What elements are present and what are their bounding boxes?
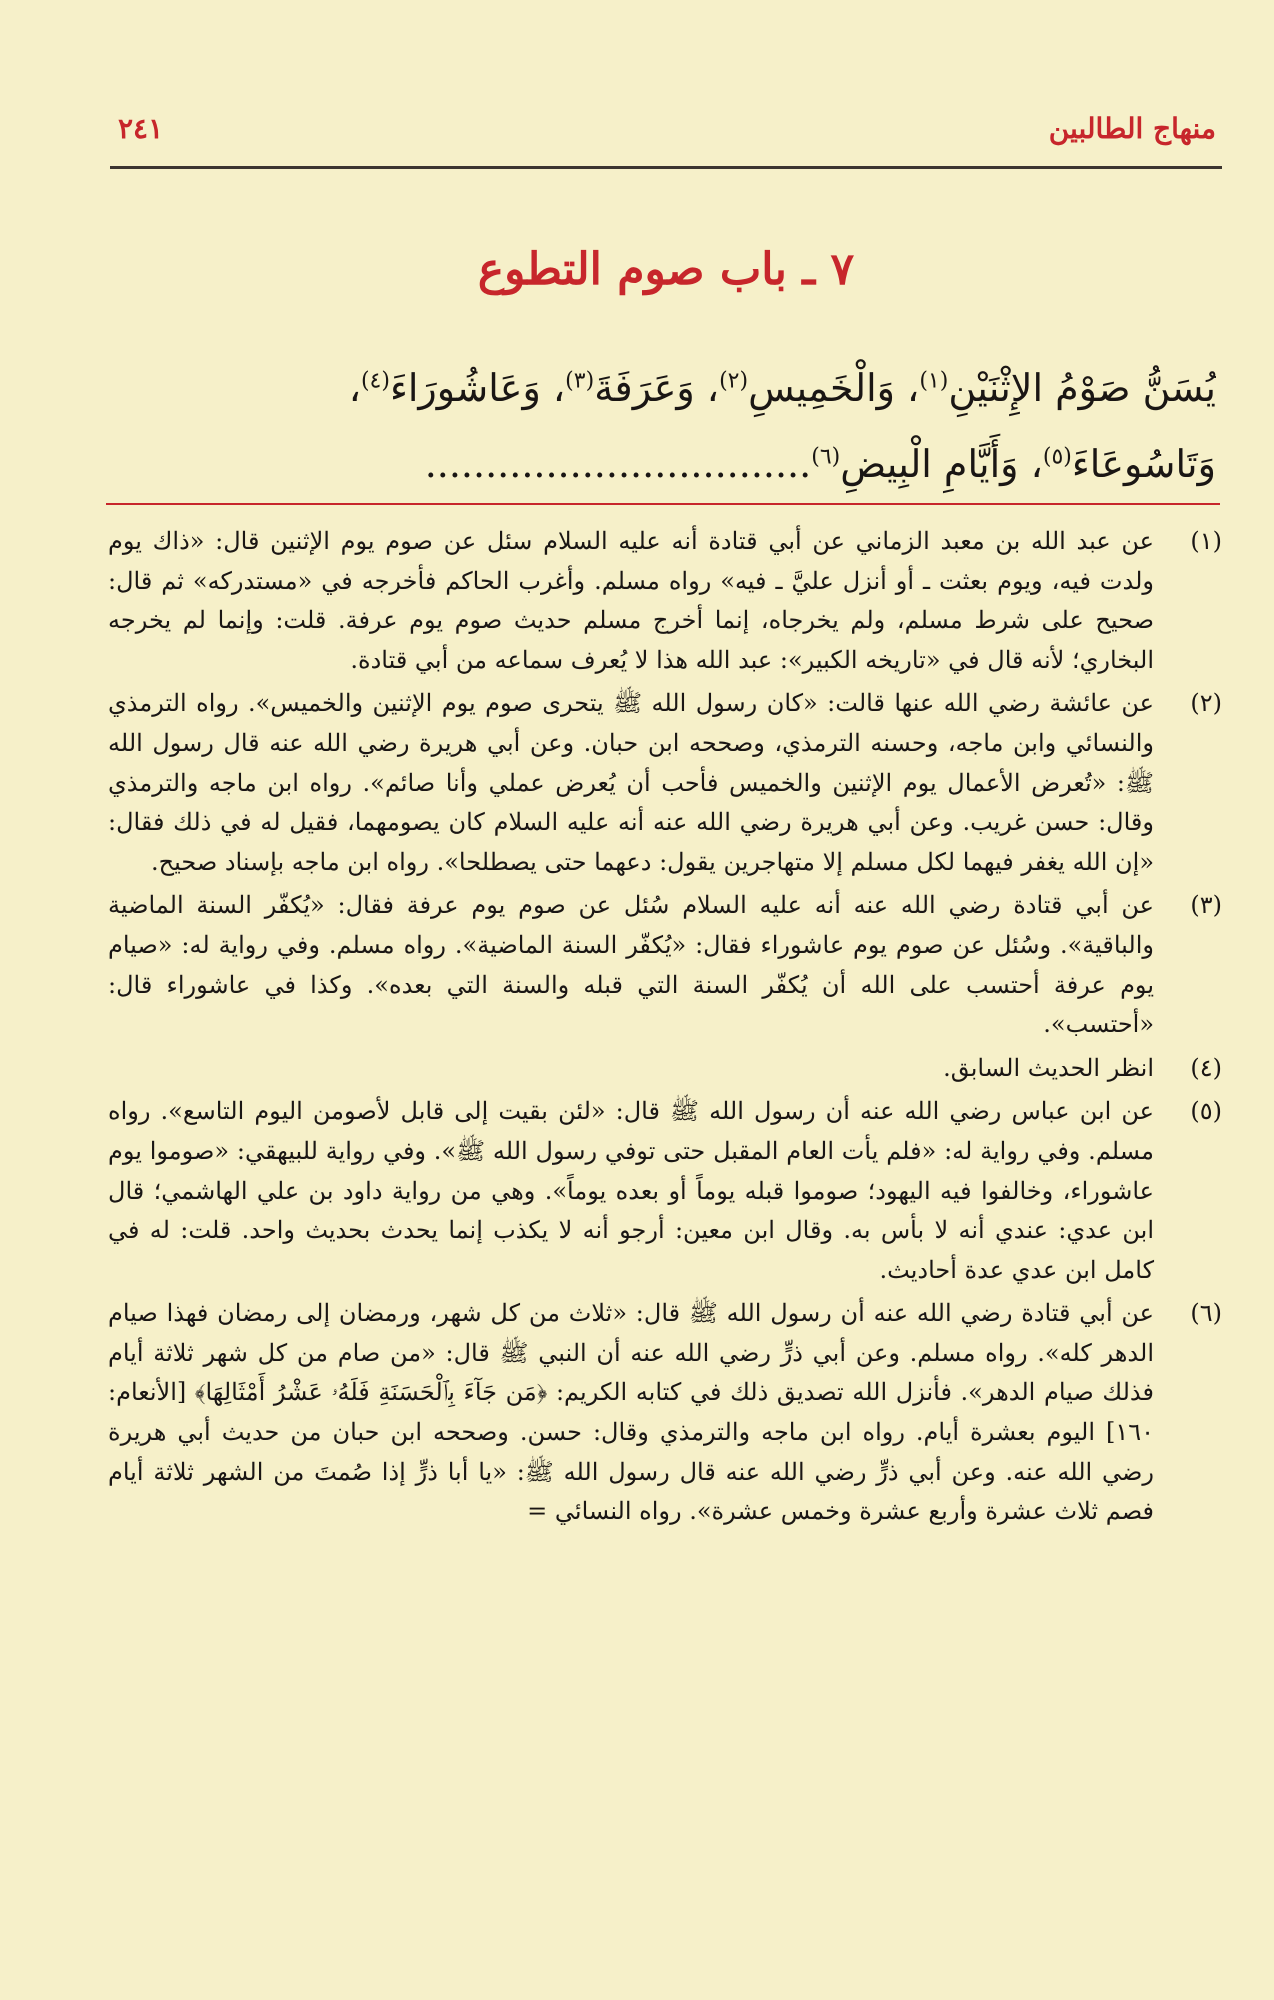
footnote-ref: (٣) [565, 368, 595, 394]
matn-segment: ، وَالْخَمِيسِ [748, 366, 920, 410]
footnote-number: (٢) [1190, 689, 1222, 718]
footnote-number: (٣) [1190, 891, 1222, 920]
footnote-number: (٦) [1190, 1299, 1222, 1328]
footnote [108, 522, 1222, 680]
page-header [118, 108, 1216, 168]
footnote-number: (١) [1190, 527, 1222, 555]
chapter-title: ٧ ـ باب صوم التطوع [477, 244, 855, 295]
footnote-ref: (٢) [719, 368, 749, 394]
matn-segment: ، وَعَرَفَةَ [594, 366, 720, 410]
main-text-line-1 [106, 350, 1216, 426]
matn-segment: ، وَعَاشُورَاءَ [389, 366, 566, 410]
footnote [108, 1294, 1222, 1532]
footnote-text: عن ابن عباس رضي الله عنه أن رسول الله ﷺ قال: «لئن بقيت إلى قابل لأصومن اليوم التاسع». رواه مسلم. وفي رواية له: «فلم يأت العام المقبل حتى توفي رسول الله ﷺ». وفي رواية للبيهقي: «صوموا يوم عاشوراء، وخالفوا فيه اليهود؛ صوموا قبله يوماً أو بعده يوماً». وهي من رواية داود بن علي الهاشمي؛ قال ابن عدي: عندي أنه لا بأس به. وقال ابن معين: أرجو أنه لا يكذب إنما يحدث بحديث واحد. قلت: له في كامل ابن عدي عدة أحاديث. [108, 1097, 1154, 1284]
footnote-ref: (٥) [1042, 444, 1072, 470]
footnote-separator [106, 503, 1220, 505]
footnote-text: عن أبي قتادة رضي الله عنه أنه عليه السلام سُئل عن صوم يوم عرفة فقال: «يُكفّر السنة الماضية والباقية». وسُئل عن صوم يوم عاشوراء فقال: «يُكفّر السنة الماضية». رواه مسلم. وفي رواية له: «صيام يوم عرفة أحتسب على الله أن يُكفّر السنة التي قبله والسنة التي بعده». وكذا في عاشوراء قال: «أحتسب». [108, 891, 1154, 1039]
footnote [108, 886, 1222, 1044]
footnotes-section [108, 522, 1222, 1536]
footnote [108, 1092, 1222, 1290]
main-text-line-2 [106, 426, 1216, 502]
matn-segment: ، [348, 366, 361, 410]
matn-segment: يُسَنُّ صَوْمُ الإِثْنَيْنِ [948, 366, 1216, 410]
filler-dots: ................................ [424, 442, 812, 486]
main-text [106, 350, 1216, 502]
footnote-ref: (٤) [360, 368, 390, 394]
footnote-ref: (٦) [811, 444, 841, 470]
footnote-number: (٥) [1190, 1097, 1222, 1126]
footnote-text: انظر الحديث السابق. [943, 1053, 1154, 1082]
footnote-number: (٤) [1190, 1053, 1222, 1082]
footnote-ref: (١) [919, 368, 949, 394]
book-title: منهاج الطالبين [1048, 112, 1216, 145]
footnote-text: عن عائشة رضي الله عنها قالت: «كان رسول الله ﷺ يتحرى صوم يوم الإثنين والخميس». رواه الترمذي والنسائي وابن ماجه، وحسنه الترمذي، وصححه ابن حبان. وعن أبي هريرة رضي الله عنه قال رسول الله ﷺ: «تُعرض الأعمال يوم الإثنين والخميس فأحب أن يُعرض عملي وأنا صائم». رواه ابن ماجه والترمذي وقال: حسن غريب. وعن أبي هريرة رضي الله عنه أنه عليه السلام كان يصومهما، فقيل له في ذلك فقال: «إن الله يغفر فيهما لكل مسلم إلا متهاجرين يقول: دعهما حتى يصطلحا». رواه ابن ماجه بإسناد صحيح. [108, 689, 1155, 876]
footnote-text: عن أبي قتادة رضي الله عنه أن رسول الله ﷺ قال: «ثلاث من كل شهر، ورمضان إلى رمضان فهذا صيام الدهر كله». رواه مسلم. وعن أبي ذرٍّ رضي الله عنه أن النبي ﷺ قال: «من صام من كل شهر ثلاثة أيام فذلك صيام الدهر». فأنزل الله تصديق ذلك في كتابه الكريم: ﴿مَن جَآءَ بِٱلْحَسَنَةِ فَلَهُۥ عَشْرُ أَمْثَالِهَا﴾ [الأنعام: ١٦٠] اليوم بعشرة أيام. رواه ابن ماجه والترمذي وقال: حسن. وصححه ابن حبان من حديث أبي هريرة رضي الله عنه. وعن أبي ذرٍّ رضي الله عنه قال رسول الله ﷺ: «يا أبا ذرٍّ إذا صُمتَ من الشهر ثلاثة أيام فصم ثلاث عشرة وأربع عشرة وخمس عشرة». رواه النسائي = [108, 1299, 1154, 1526]
footnote-text: عن عبد الله بن معبد الزماني عن أبي قتادة أنه عليه السلام سئل عن صوم يوم الإثنين قال: «ذاك يوم ولدت فيه، ويوم بعثت ـ أو أنزل عليَّ ـ فيه» رواه مسلم. وأغرب الحاكم فأخرجه في «مستدركه» ثم قال: صحيح على شرط مسلم، ولم يخرجاه، إنما أخرج مسلم حديث صوم يوم عرفة. قلت: وإنما لم يخرجه البخاري؛ لأنه قال في «تاريخه الكبير»: عبد الله هذا لا يُعرف سماعه من أبي قتادة. [108, 527, 1154, 674]
header-divider [110, 166, 1222, 169]
footnote [108, 1049, 1222, 1089]
matn-segment: وَتَاسُوعَاءَ [1071, 442, 1216, 486]
footnote [108, 684, 1222, 882]
matn-segment: ، وَأَيَّامِ الْبِيضِ [840, 442, 1043, 486]
page-number: ٢٤١ [118, 112, 164, 145]
